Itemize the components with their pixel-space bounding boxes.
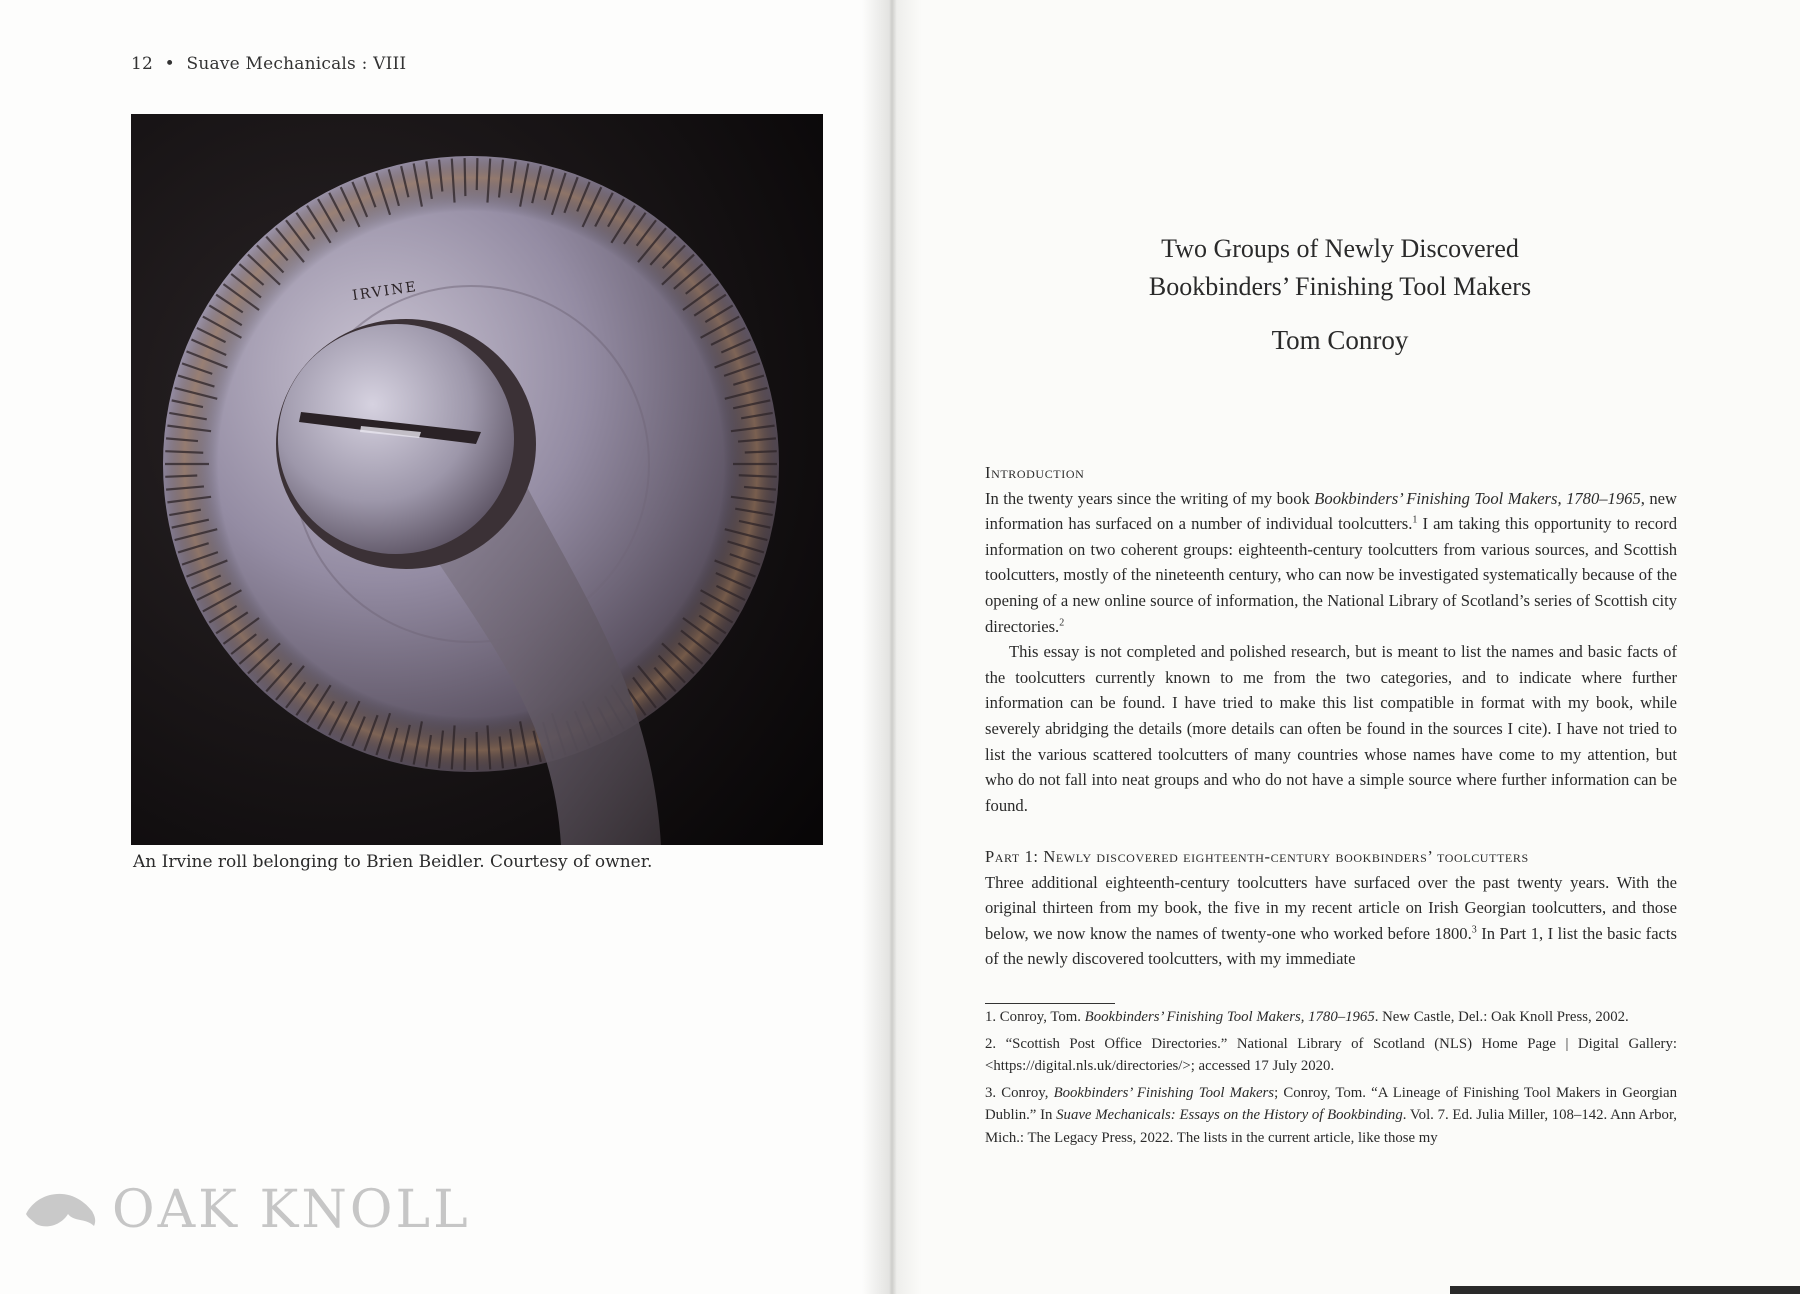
footnote-rule [985, 1003, 1115, 1004]
footnotes [985, 1006, 1677, 1153]
footnote-3: 3. Conroy, Bookbinders’ Finishing Tool Makers; Conroy, Tom. “A Lineage of Finishing Tool Makers in Georgian Dublin.” In Suave Mechanicals: Essays on the History of Bookbinding. Vol. 7. Ed. Julia Miller, 108–142. Ann Arbor, Mich.: The Legacy Press, 2022. The lists in the current article, like those my [985, 1084, 1678, 1146]
oak-leaf-icon [22, 1184, 102, 1236]
photo-caption: An Irvine roll belonging to Brien Beidler. Courtesy of owner. [133, 852, 653, 872]
book-gutter [862, 0, 922, 1294]
series-title: Suave Mechanicals : VIII [186, 54, 407, 74]
footnote-ref-1[interactable]: 1 [1412, 514, 1418, 526]
roll-groove [465, 158, 466, 196]
irvine-roll-photo [131, 114, 823, 845]
watermark-text: OAK KNOLL [112, 1180, 471, 1240]
book-title: Bookbinders’ Finishing Tool Makers, 1780–1965 [1314, 488, 1641, 508]
footnote-2: 2. “Scottish Post Office Directories.” National Library of Scotland (NLS) Home Page | Digital Gallery: <https://digital.nls.uk/directories/>; accessed 17 July 2020. [985, 1035, 1677, 1074]
footnote-ref-3[interactable]: 3 [1471, 924, 1477, 936]
running-head [131, 54, 406, 74]
introduction-heading: Introduction [985, 463, 1085, 482]
author-name: Tom Conroy [1271, 325, 1409, 355]
introduction-section [985, 460, 1677, 818]
title-line-1: Two Groups of Newly Discovered [1161, 234, 1519, 263]
title-line-2: Bookbinders’ Finishing Tool Makers [1148, 272, 1532, 301]
part-1-paragraph: Three additional eighteenth-century toolcutters have surfaced over the past twenty years. With the original thirteen from my book, the five in my recent article on Irish Georgian toolcutters, and those below, we now know the names of twenty-one who worked before 1800.$^3$ In Part 1, I list the basic facts of the newly discovered toolcutters, with my immediate [985, 872, 1677, 969]
photo-stamp: IRVINE [351, 278, 419, 304]
introduction-paragraph-1: In the twenty years since the writing of my book Bookbinders’ Finishing Tool Makers, 1780–1965, new information has surfaced on a number of individual toolcutters.$^1$ I am taking this opportunity to record information on two coherent groups: eighteenth-century toolcutters from various sources, and Scottish toolcutters, mostly of the nineteenth century, who can now be investigated systematically because of the opening of a new online source of information, the National Library of Scotland’s series of Scottish city directories.$^2$ [985, 488, 1677, 636]
roll-groove [745, 451, 777, 452]
roll-groove [477, 732, 478, 770]
running-head-bullet: • [164, 54, 175, 74]
page-number: 12 [131, 54, 154, 74]
roll-groove [165, 475, 197, 476]
part-1-heading: Part 1: Newly discovered eighteenth-century bookbinders’ toolcutters [985, 847, 1529, 866]
introduction-paragraph-2: This essay is not completed and polished research, but is meant to list the names and basic facts of the toolcutters currently known to me from the two categories, and to indicate where further information can be found. I have tried to make this list compatible in format with my book, while severely abridging the details (more details can often be found in the sources I cite). I have not tried to list the various scattered toolcutters of many countries whose names have come to my attention, but who do not fall into neat groups and who do not have a simple source where further information can be found. [985, 642, 1677, 815]
roll-groove [465, 738, 466, 770]
footnote-1: 1. Conroy, Tom. Bookbinders’ Finishing Tool Makers, 1780–1965. New Castle, Del.: Oak Knoll Press, 2002. [985, 1009, 1629, 1025]
roll-groove [477, 158, 478, 190]
article-title [1060, 230, 1620, 306]
part-1-section [985, 844, 1677, 972]
oak-knoll-watermark [22, 1180, 471, 1240]
footnote-ref-2[interactable]: 2 [1059, 617, 1065, 629]
page-edge-shadow [1450, 1286, 1800, 1294]
